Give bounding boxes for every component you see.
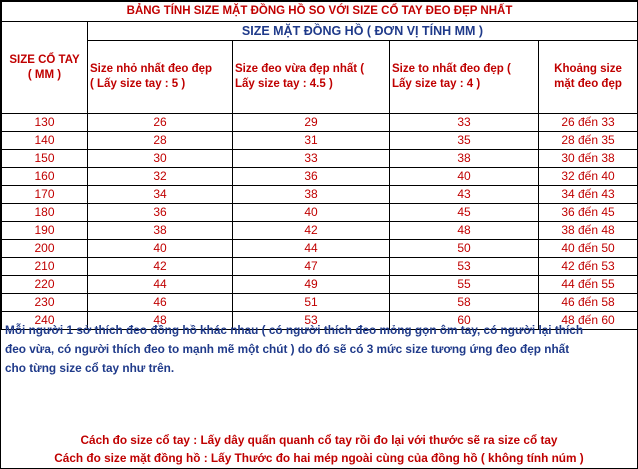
wrist-measure-instruction: Cách đo size cổ tay : Lấy dây quấn quanh cổ tay rồi đo lại với thước sẽ ra size cổ tay xyxy=(80,433,558,447)
column-header-row xyxy=(2,41,638,114)
notes-section xyxy=(1,319,637,468)
wrist-size-cell: 170 xyxy=(2,186,88,204)
large-size-cell: 40 xyxy=(390,168,539,186)
medium-size-cell: 42 xyxy=(233,222,390,240)
medium-size-cell: 53 xyxy=(233,312,390,330)
table-row xyxy=(2,132,638,150)
medium-size-cell: 44 xyxy=(233,240,390,258)
table-row xyxy=(2,276,638,294)
table-row xyxy=(2,114,638,132)
note-paragraph xyxy=(5,321,633,378)
table-row xyxy=(2,258,638,276)
header-small xyxy=(88,41,233,114)
small-size-cell: 32 xyxy=(88,168,233,186)
header-large-line2: Lấy size tay : 4 ) xyxy=(392,78,481,90)
medium-size-cell: 47 xyxy=(233,258,390,276)
header-range-line2: mặt đeo đẹp xyxy=(554,78,622,90)
table-row xyxy=(2,294,638,312)
range-cell: 34 đến 43 xyxy=(539,186,638,204)
range-cell: 36 đến 45 xyxy=(539,204,638,222)
range-cell: 44 đến 55 xyxy=(539,276,638,294)
range-cell: 46 đến 58 xyxy=(539,294,638,312)
small-size-cell: 28 xyxy=(88,132,233,150)
medium-size-cell: 38 xyxy=(233,186,390,204)
medium-size-cell: 36 xyxy=(233,168,390,186)
large-size-cell: 35 xyxy=(390,132,539,150)
wrist-size-cell: 230 xyxy=(2,294,88,312)
note-line-2: đeo vừa, có người thích đeo to mạnh mẽ một chút ) do đó sẽ có 3 mức size tương ứng đeo đẹp nhất xyxy=(5,342,570,356)
large-size-cell: 55 xyxy=(390,276,539,294)
table-row xyxy=(2,186,638,204)
header-medium xyxy=(233,41,390,114)
header-range xyxy=(539,41,638,114)
medium-size-cell: 51 xyxy=(233,294,390,312)
header-large-line1: Size to nhất đeo đẹp ( xyxy=(392,63,511,75)
large-size-cell: 60 xyxy=(390,312,539,330)
wrist-size-cell: 160 xyxy=(2,168,88,186)
medium-size-cell: 31 xyxy=(233,132,390,150)
header-medium-line1: Size đeo vừa đẹp nhất ( xyxy=(235,63,365,75)
table-row xyxy=(2,240,638,258)
small-size-cell: 40 xyxy=(88,240,233,258)
header-wrist-line1: SIZE CỔ TAY xyxy=(9,53,80,66)
face-size-subheader: SIZE MẶT ĐỒNG HỒ ( ĐƠN VỊ TÍNH MM ) xyxy=(88,22,638,41)
large-size-cell: 58 xyxy=(390,294,539,312)
medium-size-cell: 40 xyxy=(233,204,390,222)
range-cell: 28 đến 35 xyxy=(539,132,638,150)
large-size-cell: 45 xyxy=(390,204,539,222)
table-body xyxy=(2,114,638,330)
large-size-cell: 48 xyxy=(390,222,539,240)
medium-size-cell: 33 xyxy=(233,150,390,168)
header-wrist-line2: ( MM ) xyxy=(27,68,62,81)
wrist-size-cell: 180 xyxy=(2,204,88,222)
note-line-1: Mỗi người 1 sở thích đeo đồng hồ khác nhau ( có người thích đeo mỏng gọn ôm tay, có người lại thích xyxy=(5,323,584,337)
header-wrist xyxy=(2,22,88,114)
note-line-3: cho từng size cổ tay như trên. xyxy=(5,361,175,375)
range-cell: 40 đến 50 xyxy=(539,240,638,258)
header-small-line2: ( Lấy size tay : 5 ) xyxy=(90,78,186,90)
small-size-cell: 30 xyxy=(88,150,233,168)
wrist-size-cell: 240 xyxy=(2,312,88,330)
large-size-cell: 53 xyxy=(390,258,539,276)
wrist-size-cell: 150 xyxy=(2,150,88,168)
small-size-cell: 48 xyxy=(88,312,233,330)
wrist-size-cell: 190 xyxy=(2,222,88,240)
header-range-line1: Khoảng size xyxy=(554,63,622,75)
title-row xyxy=(2,2,638,22)
range-cell: 48 đến 60 xyxy=(539,312,638,330)
wrist-size-cell: 140 xyxy=(2,132,88,150)
subheader-row xyxy=(2,22,638,41)
large-size-cell: 38 xyxy=(390,150,539,168)
range-cell: 38 đến 48 xyxy=(539,222,638,240)
wrist-size-cell: 130 xyxy=(2,114,88,132)
range-cell: 26 đến 33 xyxy=(539,114,638,132)
range-cell: 32 đến 40 xyxy=(539,168,638,186)
header-medium-line2: Lấy size tay : 4.5 ) xyxy=(235,78,333,90)
small-size-cell: 46 xyxy=(88,294,233,312)
large-size-cell: 43 xyxy=(390,186,539,204)
header-large xyxy=(390,41,539,114)
table-row xyxy=(2,222,638,240)
header-small-line1: Size nhỏ nhất đeo đẹp xyxy=(90,63,213,75)
table-title: BẢNG TÍNH SIZE MẶT ĐỒNG HỒ SO VỚI SIZE CỔ TAY ĐEO ĐẸP NHẤT xyxy=(2,2,638,22)
face-measure-instruction: Cách đo size mặt đồng hồ : Lấy Thước đo hai mép ngoài cùng của đồng hồ ( không tính núm ) xyxy=(54,451,584,465)
small-size-cell: 38 xyxy=(88,222,233,240)
small-size-cell: 26 xyxy=(88,114,233,132)
range-cell: 30 đến 38 xyxy=(539,150,638,168)
range-cell: 42 đến 53 xyxy=(539,258,638,276)
small-size-cell: 36 xyxy=(88,204,233,222)
large-size-cell: 50 xyxy=(390,240,539,258)
table-row xyxy=(2,150,638,168)
medium-size-cell: 29 xyxy=(233,114,390,132)
small-size-cell: 44 xyxy=(88,276,233,294)
wrist-size-cell: 220 xyxy=(2,276,88,294)
wrist-size-cell: 210 xyxy=(2,258,88,276)
small-size-cell: 34 xyxy=(88,186,233,204)
table-row xyxy=(2,168,638,186)
table-row xyxy=(2,204,638,222)
large-size-cell: 33 xyxy=(390,114,539,132)
small-size-cell: 42 xyxy=(88,258,233,276)
size-table xyxy=(1,1,638,330)
medium-size-cell: 49 xyxy=(233,276,390,294)
wrist-size-cell: 200 xyxy=(2,240,88,258)
